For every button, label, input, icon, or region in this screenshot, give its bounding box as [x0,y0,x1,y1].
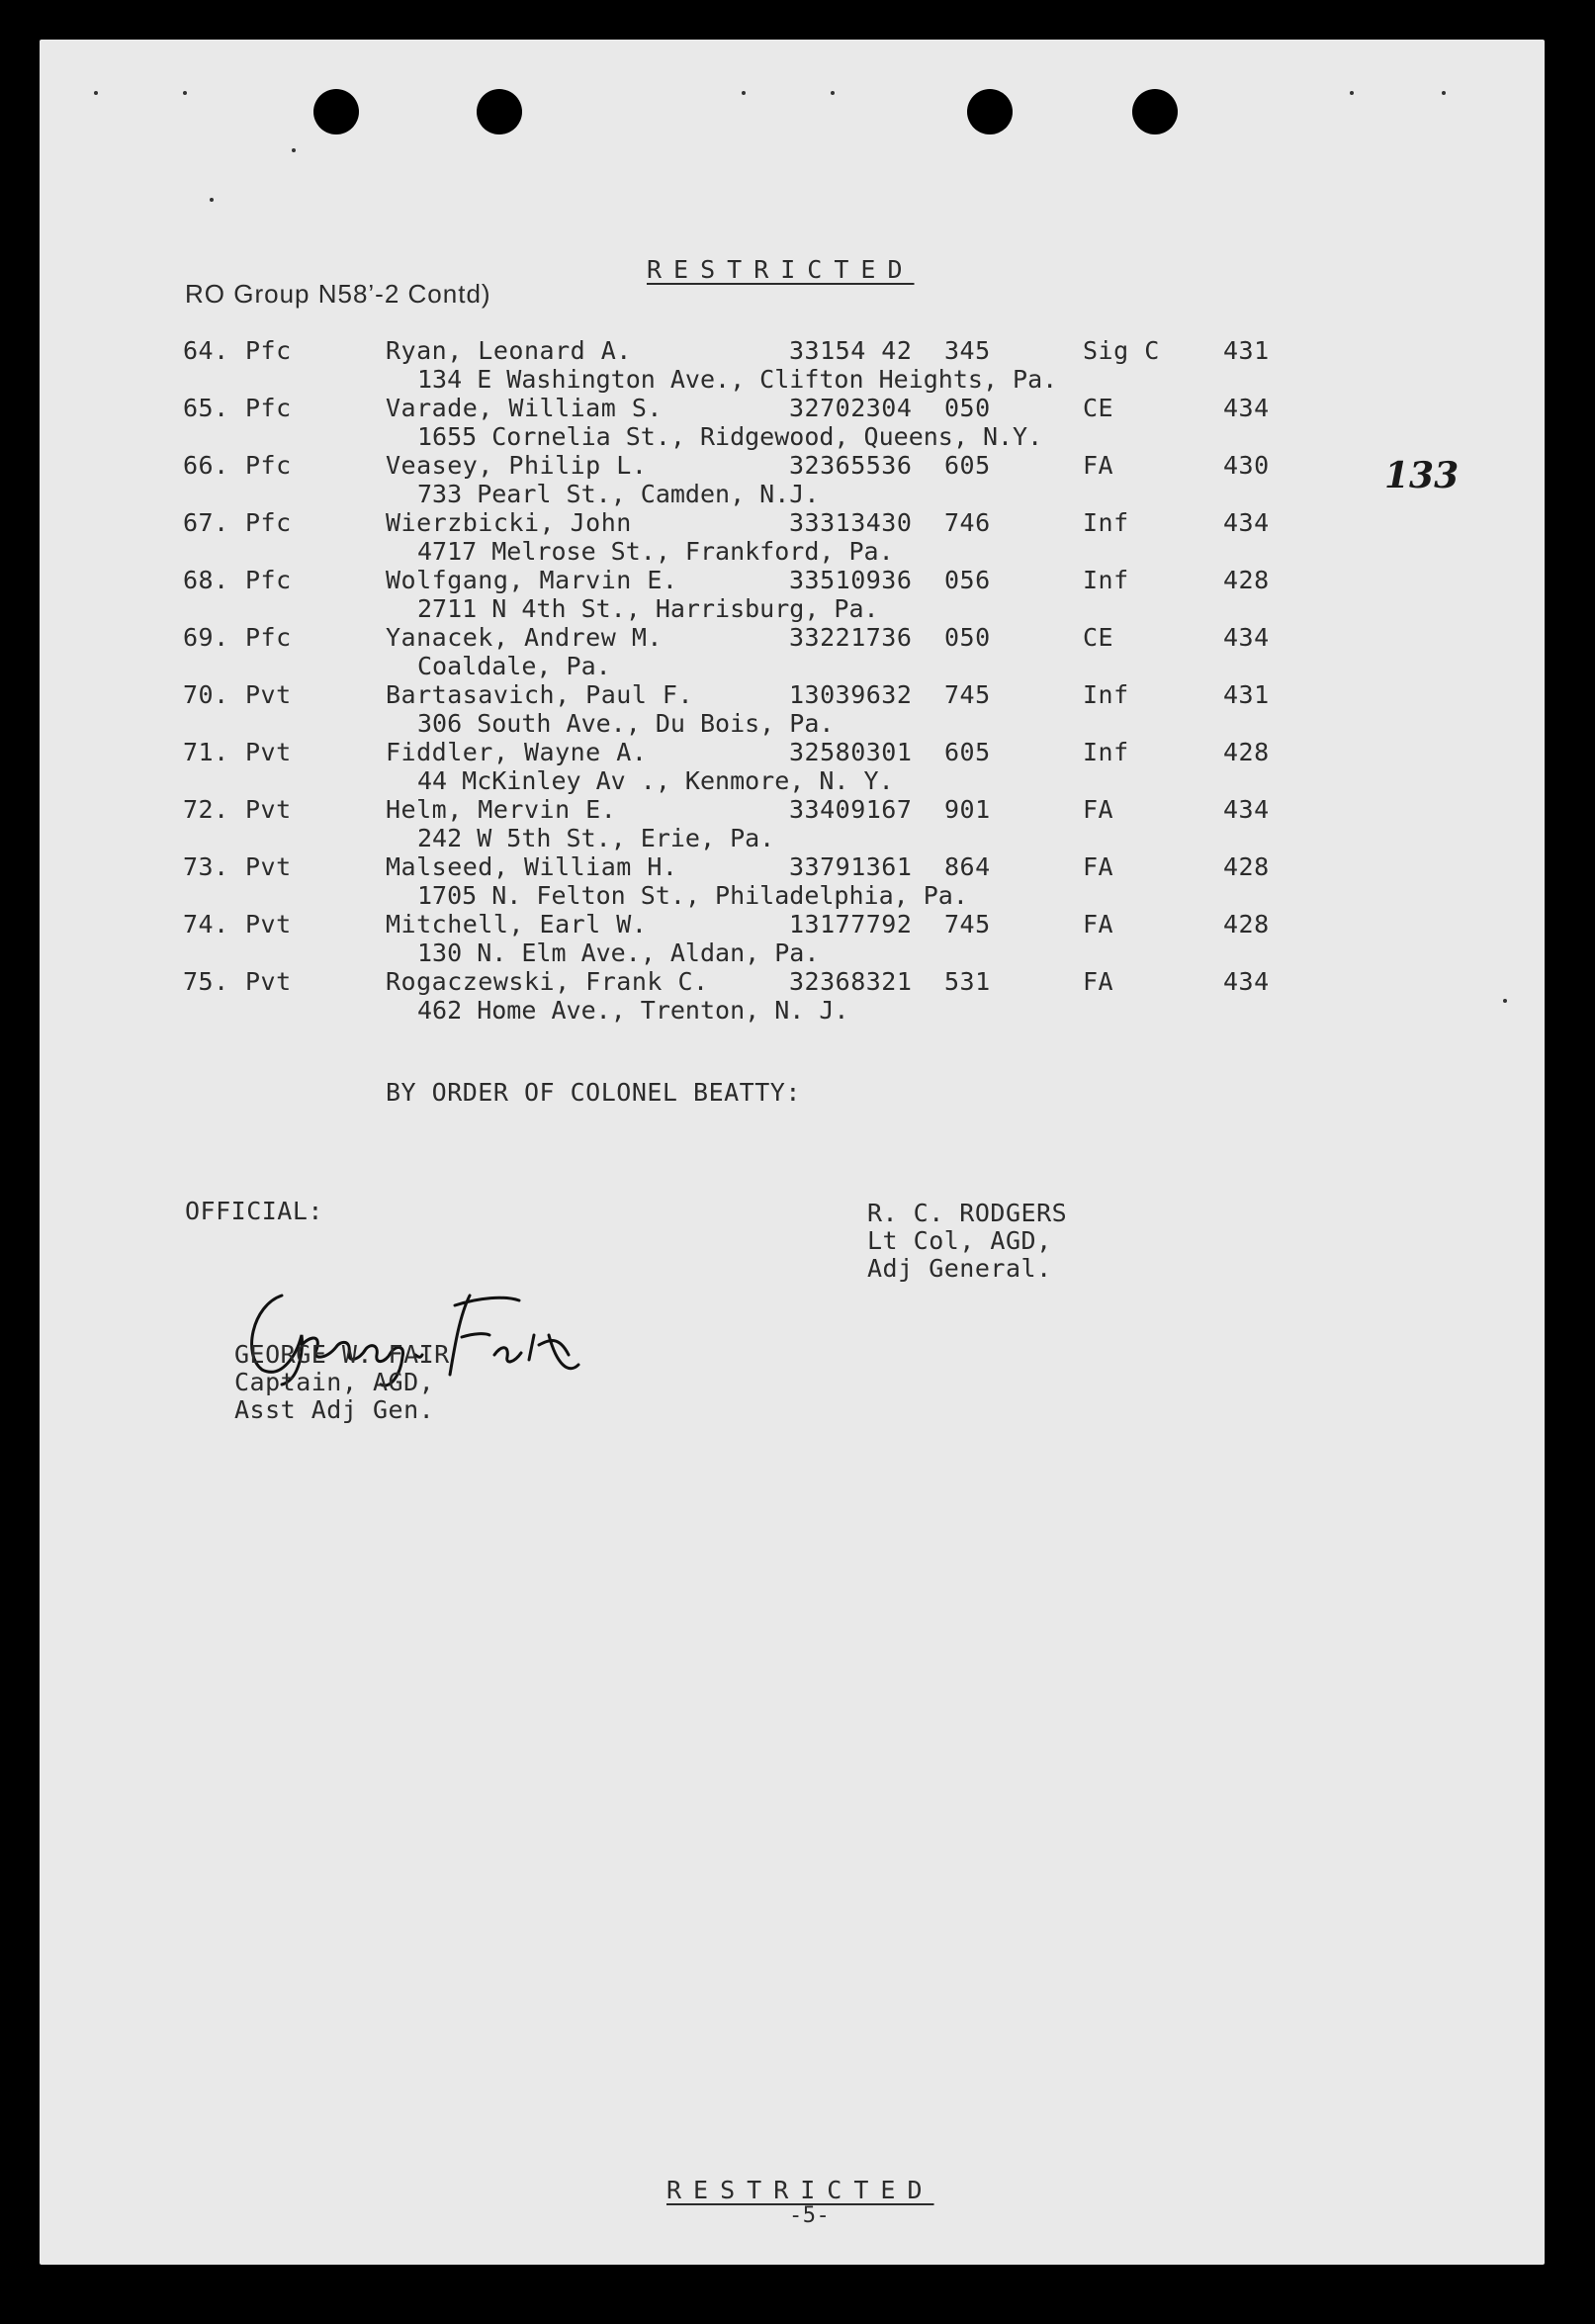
entry-branch: CE [1083,394,1114,422]
roster-entry [40,795,1545,852]
entry-number: 67. [183,508,229,537]
entry-number: 64. [183,336,229,365]
entry-number: 75. [183,967,229,996]
entry-name: Mitchell, Earl W. [386,910,648,939]
roster-entry [40,394,1545,451]
entry-branch: Sig C [1083,336,1160,365]
entry-code: 901 [944,795,991,824]
entry-serial: 32702304 [789,394,913,422]
entry-serial: 33313430 [789,508,913,537]
entry-branch: Inf [1083,508,1129,537]
entry-serial: 33791361 [789,852,913,881]
entry-address: 306 South Ave., Du Bois, Pa. [417,709,835,738]
entry-rank: Pvt [245,680,292,709]
entry-branch: FA [1083,795,1114,824]
entry-unit: 434 [1223,795,1270,824]
entry-code: 345 [944,336,991,365]
roster-entry [40,623,1545,680]
entry-branch: CE [1083,623,1114,652]
punch-hole [1132,89,1178,134]
entry-unit: 431 [1223,680,1270,709]
entry-rank: Pfc [245,394,292,422]
speck [210,198,214,202]
entry-address: 733 Pearl St., Camden, N.J. [417,480,820,508]
entry-number: 66. [183,451,229,480]
entry-rank: Pfc [245,566,292,594]
entry-unit: 431 [1223,336,1270,365]
entry-code: 864 [944,852,991,881]
roster-entry [40,451,1545,508]
entry-number: 72. [183,795,229,824]
speck [1442,91,1446,95]
entry-unit: 428 [1223,738,1270,766]
entry-address: 242 W 5th St., Erie, Pa. [417,824,775,852]
entry-address: 462 Home Ave., Trenton, N. J. [417,996,849,1025]
punch-hole [967,89,1013,134]
entry-address: Coaldale, Pa. [417,652,611,680]
roster-entry [40,910,1545,967]
entry-rank: Pvt [245,738,292,766]
entry-code: 056 [944,566,991,594]
entry-name: Fiddler, Wayne A. [386,738,648,766]
roster-entry [40,336,1545,394]
entry-number: 69. [183,623,229,652]
group-line: RO Group N58’-2 Contd) [185,279,491,309]
entry-unit: 434 [1223,508,1270,537]
punch-hole [313,89,359,134]
entry-code: 746 [944,508,991,537]
entry-serial: 13039632 [789,680,913,709]
entry-serial: 32580301 [789,738,913,766]
entry-rank: Pfc [245,451,292,480]
entry-unit: 430 [1223,451,1270,480]
entry-rank: Pvt [245,795,292,824]
entry-branch: FA [1083,910,1114,939]
entry-rank: Pvt [245,852,292,881]
speck [183,91,187,95]
entry-serial: 32368321 [789,967,913,996]
entry-name: Wierzbicki, John [386,508,632,537]
punch-hole [477,89,522,134]
speck [831,91,835,95]
entry-address: 130 N. Elm Ave., Aldan, Pa. [417,939,820,967]
entry-unit: 434 [1223,394,1270,422]
entry-branch: FA [1083,451,1114,480]
roster-entry [40,852,1545,910]
roster-entry [40,967,1545,1025]
entry-name: Helm, Mervin E. [386,795,617,824]
entry-branch: FA [1083,852,1114,881]
entry-name: Yanacek, Andrew M. [386,623,663,652]
entry-number: 68. [183,566,229,594]
entry-code: 745 [944,910,991,939]
footer-page-number: -5- [789,2203,831,2228]
entry-rank: Pfc [245,336,292,365]
entry-code: 050 [944,623,991,652]
signer-left-title: Captain, AGD, [234,1368,435,1396]
entry-serial: 33221736 [789,623,913,652]
entry-name: Malseed, William H. [386,852,678,881]
entry-name: Ryan, Leonard A. [386,336,632,365]
signer-left-role: Asst Adj Gen. [234,1395,435,1424]
entry-address: 134 E Washington Ave., Clifton Heights, Pa. [417,365,1058,394]
entry-unit: 428 [1223,852,1270,881]
entry-serial: 32365536 [789,451,913,480]
signer-right-role: Adj General. [867,1254,1052,1283]
entry-name: Wolfgang, Marvin E. [386,566,678,594]
entry-code: 605 [944,738,991,766]
entry-unit: 428 [1223,566,1270,594]
entry-name: Varade, William S. [386,394,663,422]
roster-entry [40,508,1545,566]
roster-entry [40,738,1545,795]
entry-branch: Inf [1083,738,1129,766]
entry-unit: 434 [1223,623,1270,652]
entry-name: Bartasavich, Paul F. [386,680,694,709]
entry-rank: Pvt [245,967,292,996]
speck [292,148,296,152]
roster-entry [40,680,1545,738]
official-label: OFFICIAL: [185,1197,323,1225]
entry-name: Veasey, Philip L. [386,451,648,480]
entry-number: 71. [183,738,229,766]
entry-rank: Pfc [245,508,292,537]
entry-address: 1705 N. Felton St., Philadelphia, Pa. [417,881,968,910]
signer-left-name: GEORGE W. FAIR [234,1340,450,1369]
entry-branch: Inf [1083,566,1129,594]
header-classification: RESTRICTED [647,255,915,284]
entry-number: 70. [183,680,229,709]
entry-branch: FA [1083,967,1114,996]
entry-address: 44 McKinley Av ., Kenmore, N. Y. [417,766,894,795]
signer-right-title: Lt Col, AGD, [867,1226,1052,1255]
entry-number: 73. [183,852,229,881]
entry-unit: 434 [1223,967,1270,996]
entry-serial: 13177792 [789,910,913,939]
entry-serial: 33510936 [789,566,913,594]
entry-name: Rogaczewski, Frank C. [386,967,709,996]
page-mark: 133 [1384,455,1460,496]
entry-address: 4717 Melrose St., Frankford, Pa. [417,537,894,566]
speck [94,91,98,95]
entry-serial: 33154 42 [789,336,913,365]
speck [742,91,746,95]
scan-edge [1589,1404,1595,2324]
entry-number: 74. [183,910,229,939]
footer-classification: RESTRICTED [666,2176,934,2204]
signer-right-name: R. C. RODGERS [867,1199,1068,1227]
entry-serial: 33409167 [789,795,913,824]
entry-branch: Inf [1083,680,1129,709]
entry-number: 65. [183,394,229,422]
entry-address: 2711 N 4th St., Harrisburg, Pa. [417,594,879,623]
entry-address: 1655 Cornelia St., Ridgewood, Queens, N.Y. [417,422,1043,451]
entry-code: 745 [944,680,991,709]
entry-code: 050 [944,394,991,422]
entry-rank: Pfc [245,623,292,652]
entry-code: 531 [944,967,991,996]
entry-code: 605 [944,451,991,480]
speck [1350,91,1354,95]
document-page [40,40,1545,2265]
roster-entry [40,566,1545,623]
entry-unit: 428 [1223,910,1270,939]
entry-rank: Pvt [245,910,292,939]
order-line: BY ORDER OF COLONEL BEATTY: [386,1078,801,1107]
